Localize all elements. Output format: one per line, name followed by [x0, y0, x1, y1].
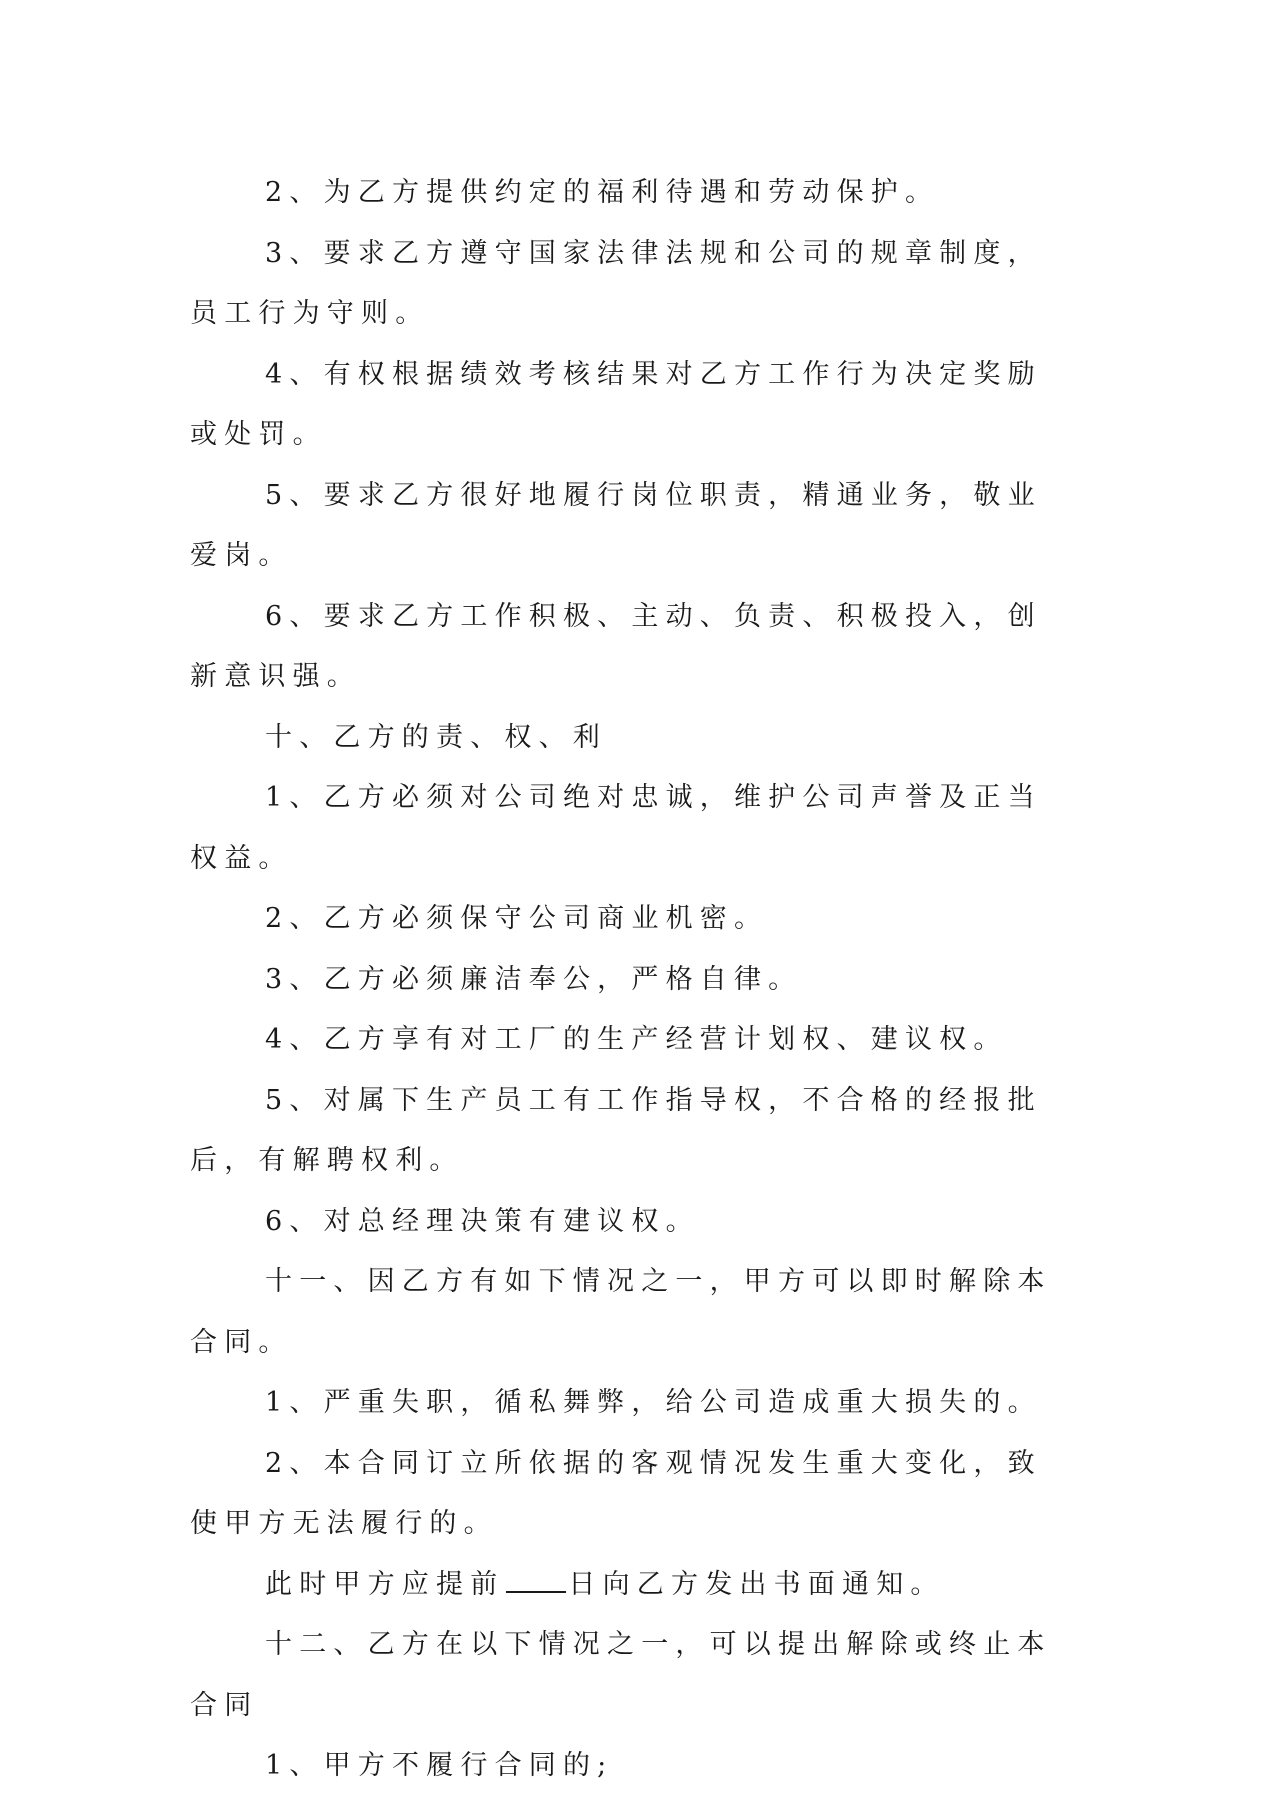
paragraph: 3、要求乙方遵守国家法律法规和公司的规章制度，员工行为守则。	[190, 237, 1042, 329]
paragraph: 6、对总经理决策有建议权。	[265, 1205, 700, 1237]
paragraph: 2、乙方必须保守公司商业机密。	[265, 903, 769, 934]
paragraph: 2、为乙方提供约定的福利待遇和劳动保护。	[265, 177, 940, 208]
section-heading: 十、乙方的责、权、利	[265, 721, 607, 753]
paragraph: 1、严重失职，循私舞弊，给公司造成重大损失的。	[265, 1387, 1042, 1418]
paragraph: 4、乙方享有对工厂的生产经营计划权、建议权。	[265, 1024, 1008, 1055]
paragraph: 1、乙方必须对公司绝对忠诚，维护公司声誉及正当权益。	[190, 782, 1042, 874]
paragraph: 4、有权根据绩效考核结果对乙方工作行为决定奖励或处罚。	[190, 358, 1042, 450]
section-heading: 十一、因乙方有如下情况之一，甲方可以即时解除本合同。	[190, 1266, 1052, 1358]
notice-text-before: 此时甲方应提前	[265, 1568, 505, 1600]
paragraph: 1、甲方不履行合同的;	[265, 1750, 614, 1781]
document-body	[190, 163, 1070, 1797]
notice-paragraph	[190, 1555, 1070, 1616]
paragraph: 5、对属下生产员工有工作指导权，不合格的经报批后，有解聘权利。	[190, 1084, 1042, 1176]
paragraph: 5、要求乙方很好地履行岗位职责，精通业务，敬业爱岗。	[190, 479, 1042, 571]
fill-in-blank	[506, 1569, 566, 1593]
notice-text-after: 日向乙方发出书面通知。	[568, 1568, 945, 1600]
paragraph: 6、要求乙方工作积极、主动、负责、积极投入，创新意识强。	[190, 600, 1042, 692]
paragraph: 2、本合同订立所依据的客观情况发生重大变化，致使甲方无法履行的。	[190, 1447, 1042, 1539]
section-heading: 十二、乙方在以下情况之一，可以提出解除或终止本合同	[190, 1629, 1052, 1721]
paragraph: 3、乙方必须廉洁奉公，严格自律。	[265, 963, 803, 995]
